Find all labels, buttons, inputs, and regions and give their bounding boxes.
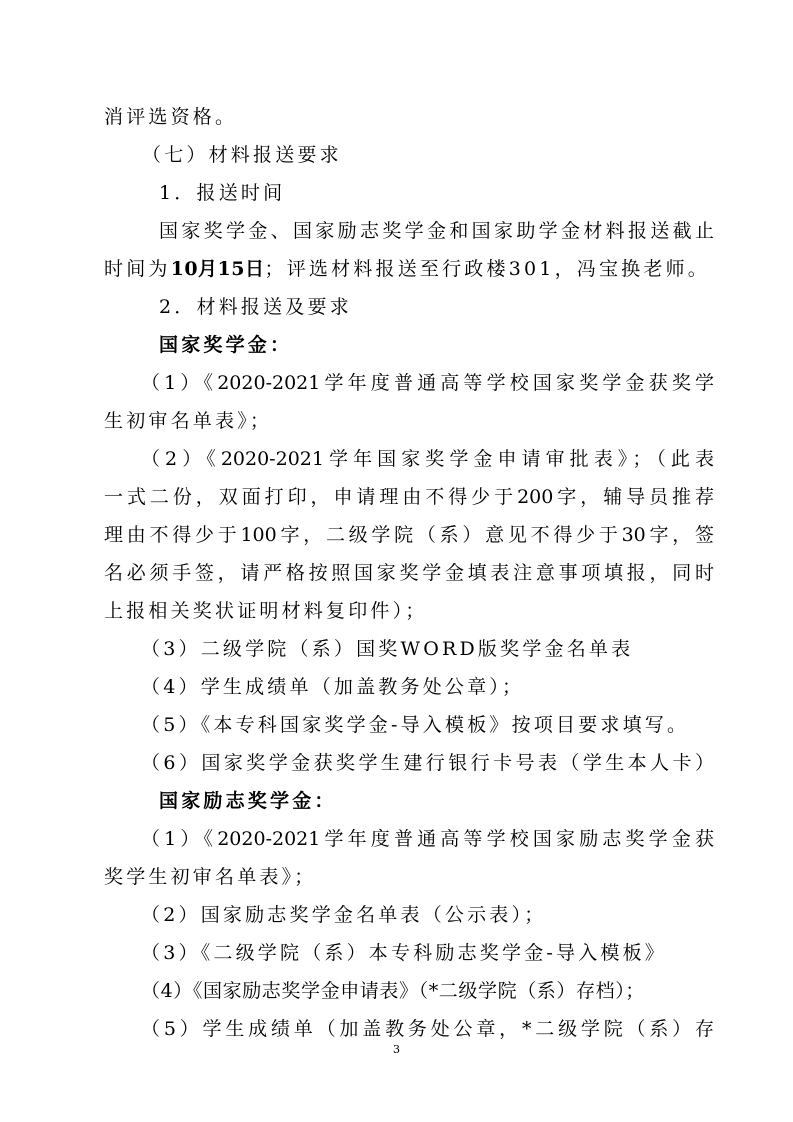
list-item: （5）学生成绩单（加盖教务处公章，*二级学院（系）存	[141, 1018, 714, 1040]
text-segment: 时间为	[104, 258, 171, 280]
list-item: （1）《2020-2021学年度普通高等学校国家奖学金获奖学	[141, 372, 714, 394]
subsection-heading: 2．材料报送及要求	[159, 296, 352, 318]
list-item: （4）《国家励志奖学金申请表》（*二级学院（系）存档）；	[141, 980, 645, 1002]
text-line: 生初审名单表》；	[104, 410, 273, 432]
list-item: （5）《本专科国家奖学金-导入模板》按项目要求填写。	[141, 714, 690, 736]
text-line	[104, 257, 710, 281]
category-heading: 国家奖学金：	[159, 334, 293, 356]
category-heading: 国家励志奖学金：	[159, 790, 337, 812]
text-segment: ；评选材料报送至行政楼301，冯宝换老师。	[264, 258, 710, 280]
section-heading: （七）材料报送要求	[142, 144, 342, 166]
page-number: 3	[393, 1043, 400, 1056]
text-line: 消评选资格。	[104, 106, 238, 128]
subsection-heading: 1．报送时间	[159, 182, 286, 204]
list-item: （6）国家奖学金获奖学生建行银行卡号表（学生本人卡）	[141, 752, 714, 774]
deadline-date: 10月15日	[170, 258, 265, 280]
list-item: （4）学生成绩单（加盖教务处公章）；	[141, 676, 525, 698]
text-line: 国家奖学金、国家励志奖学金和国家助学金材料报送截止	[159, 220, 714, 242]
list-item: （3）《二级学院（系）本专科励志奖学金-导入模板》	[141, 942, 668, 964]
text-line: 上报相关奖状证明材料复印件）；	[104, 600, 428, 622]
list-item: （2）《2020-2021学年国家奖学金申请审批表》；（此表	[141, 448, 714, 470]
text-line: 名必须手签，请严格按照国家奖学金填表注意事项填报，同时	[104, 562, 714, 584]
list-item: （2）国家励志奖学金名单表（公示表）；	[141, 904, 547, 926]
text-line: 奖学生初审名单表》；	[104, 866, 317, 888]
list-item: （1）《2020-2021学年度普通高等学校国家励志奖学金获	[141, 828, 714, 850]
text-line: 理由不得少于100字，二级学院（系）意见不得少于30字，签	[104, 524, 714, 546]
list-item: （3）二级学院（系）国奖WORD版奖学金名单表	[141, 638, 634, 660]
text-line: 一式二份，双面打印，申请理由不得少于200字，辅导员推荐	[104, 486, 714, 508]
